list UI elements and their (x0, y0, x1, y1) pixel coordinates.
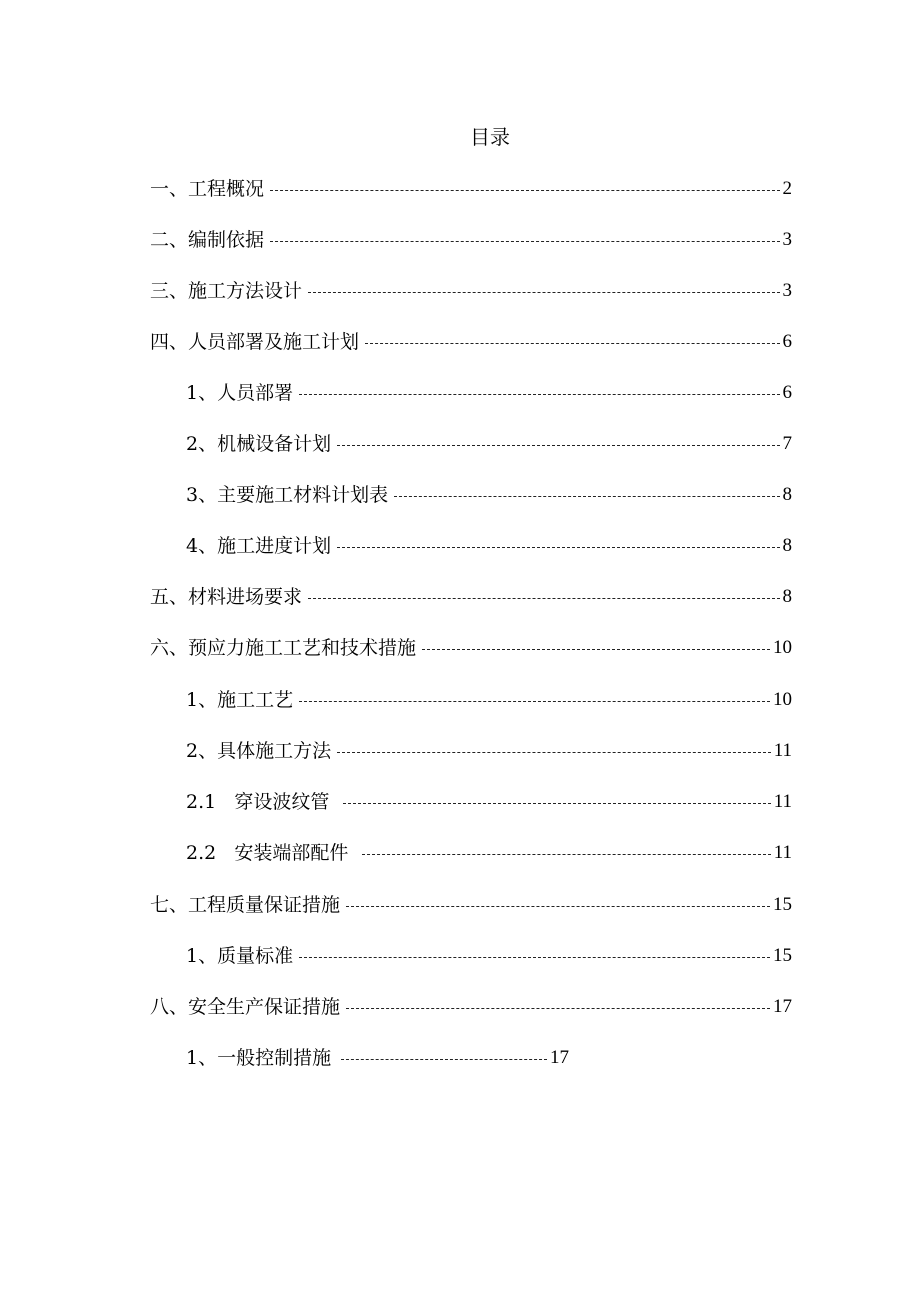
toc-entry[interactable] (150, 991, 792, 1023)
toc-entry-page: 8 (782, 535, 792, 556)
toc-dot-leader (337, 445, 779, 446)
toc-dot-leader (299, 957, 770, 958)
toc-dot-leader (270, 190, 779, 191)
toc-entry[interactable] (186, 837, 792, 869)
toc-dot-leader (362, 854, 770, 855)
toc-entry-label: 一、工程概况 (150, 178, 265, 200)
toc-entry[interactable] (186, 786, 792, 818)
toc-entry[interactable] (150, 581, 792, 613)
toc-entry[interactable] (186, 377, 792, 409)
toc-entry-page: 6 (782, 382, 792, 403)
toc-entry-label: 2、机械设备计划 (186, 433, 332, 455)
toc-entry-label: 三、施工方法设计 (150, 280, 303, 302)
toc-entry-label: 四、人员部署及施工计划 (150, 331, 360, 353)
toc-dot-leader (299, 701, 770, 702)
toc-entry-label: 2.1 穿设波纹管 (186, 791, 330, 813)
toc-entry-page: 2 (782, 178, 792, 199)
toc-dot-leader (365, 343, 779, 344)
toc-entry-label: 4、施工进度计划 (186, 535, 332, 557)
toc-entry-label: 1、人员部署 (186, 382, 294, 404)
toc-dot-leader (346, 906, 770, 907)
toc-entry[interactable] (150, 275, 792, 307)
toc-entry-page: 11 (773, 791, 792, 812)
toc-dot-leader (337, 752, 771, 753)
toc-entry[interactable] (150, 173, 792, 205)
toc-entry-label: 3、主要施工材料计划表 (186, 484, 389, 506)
toc-entry[interactable] (150, 224, 792, 256)
toc-entry-label: 1、质量标准 (186, 945, 294, 967)
toc-entry-label: 六、预应力施工工艺和技术措施 (150, 637, 417, 659)
toc-dot-leader (422, 649, 770, 650)
toc-entry-label: 七、工程质量保证措施 (150, 894, 341, 916)
toc-entry-page: 11 (773, 740, 792, 761)
toc-entry-label: 2、具体施工方法 (186, 740, 332, 762)
toc-entry-page: 6 (782, 331, 792, 352)
toc-entry-page: 3 (782, 280, 792, 301)
toc-entry[interactable] (150, 632, 792, 664)
toc-entry[interactable] (186, 735, 792, 767)
toc-entry-label: 1、一般控制措施 (186, 1047, 332, 1069)
toc-entry[interactable] (150, 326, 792, 358)
toc-entry[interactable] (186, 684, 792, 716)
toc-dot-leader (308, 292, 779, 293)
toc-entry[interactable] (150, 889, 792, 921)
toc-entry-page: 10 (773, 637, 792, 658)
toc-dot-leader (337, 547, 779, 548)
toc-entry-label: 1、施工工艺 (186, 689, 294, 711)
toc-dot-leader (346, 1008, 770, 1009)
toc-entry-page: 15 (773, 945, 792, 966)
toc-entry-page: 11 (773, 842, 792, 863)
toc-entry-page: 15 (773, 894, 792, 915)
toc-entry-page: 8 (782, 586, 792, 607)
toc-dot-leader (341, 1059, 547, 1060)
toc-entry[interactable] (186, 1042, 569, 1074)
toc-entry-page: 17 (550, 1047, 569, 1068)
toc-entry[interactable] (186, 479, 792, 511)
toc-entry[interactable] (186, 940, 792, 972)
toc-dot-leader (299, 394, 779, 395)
toc-dot-leader (394, 496, 779, 497)
toc-entry-page: 10 (773, 689, 792, 710)
toc-dot-leader (308, 598, 779, 599)
toc-entry-page: 3 (782, 229, 792, 250)
toc-entry-page: 7 (782, 433, 792, 454)
toc-entry-label: 2.2 安装端部配件 (186, 842, 349, 864)
toc-entry-page: 8 (782, 484, 792, 505)
toc-entry-label: 五、材料进场要求 (150, 586, 303, 608)
toc-entry[interactable] (186, 428, 792, 460)
toc-dot-leader (343, 803, 770, 804)
toc-entry-page: 17 (773, 996, 792, 1017)
page-title: 目录 (470, 125, 510, 149)
toc-entry[interactable] (186, 530, 792, 562)
toc-entry-label: 二、编制依据 (150, 229, 265, 251)
toc-dot-leader (270, 241, 779, 242)
toc-entry-label: 八、安全生产保证措施 (150, 996, 341, 1018)
